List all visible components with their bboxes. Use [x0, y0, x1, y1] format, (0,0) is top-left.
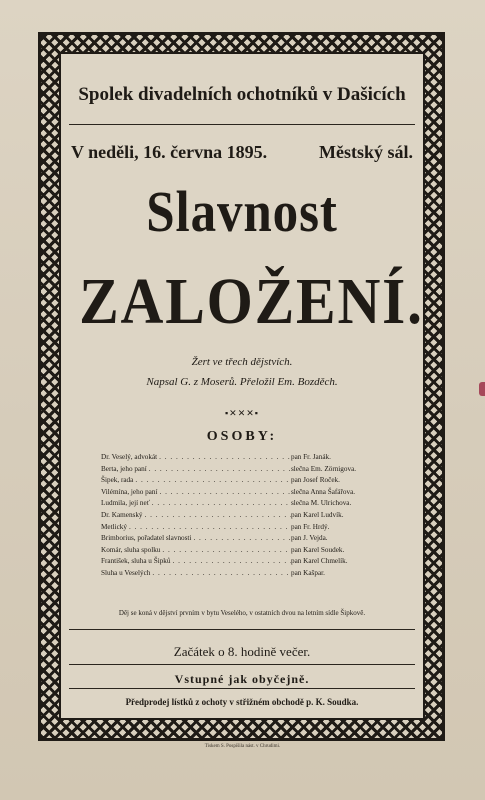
cast-row: [101, 464, 399, 476]
cast-actor: pan Karel Ludvík.: [291, 510, 344, 519]
leader-dots: [133, 475, 291, 487]
play-subtitle: Žert ve třech dějstvích.: [191, 356, 293, 368]
performance-date: V neděli, 16. června 1895.: [71, 142, 268, 162]
start-time: Začátek o 8. hodině večer.: [173, 644, 311, 659]
leader-dots: [170, 556, 291, 568]
leader-dots: [150, 568, 291, 580]
cast-actor: pan Karel Chmelík.: [291, 557, 348, 566]
divider: [69, 664, 415, 665]
cast-row: [101, 568, 399, 580]
cast-role: Metlický: [101, 522, 127, 531]
cast-actor: pan J. Vejda.: [291, 534, 328, 543]
cast-actor: pan Fr. Janák.: [291, 453, 331, 461]
leader-dots: [143, 510, 291, 522]
cast-actor: slečna M. Ulrichova.: [291, 499, 352, 508]
cast-actor: pan Josef Roček.: [291, 476, 340, 485]
leader-dots: [157, 487, 291, 499]
cast-role: Ludmila, její neť: [101, 499, 150, 508]
leader-dots: [157, 452, 291, 464]
poster-panel: [59, 52, 425, 720]
leader-dots: [147, 464, 291, 476]
divider: [69, 688, 415, 689]
cast-actor: pan Kašpar.: [291, 568, 325, 577]
play-title-line2: ZALOŽENÍ.: [79, 265, 424, 338]
cast-role: Komár, sluha spolku: [101, 545, 161, 554]
cast-row: [101, 522, 399, 534]
cast-row: [101, 545, 399, 557]
cast-actor: slečna Em. Zörnigova.: [291, 464, 357, 473]
cast-actor: pan Karel Soudek.: [291, 545, 345, 554]
cast-role: Berta, jeho paní: [101, 464, 147, 473]
setting-note: Děj se koná v dějství prvním v bytu Veselého, v ostatních dvou na letním sídle Šipkově.: [118, 609, 366, 617]
printer-imprint: Tiskem S. Pospíšila nást. v Chrudimi.: [204, 744, 281, 749]
play-title-line1: Slavnost: [146, 179, 338, 244]
leader-dots: [191, 533, 291, 545]
cast-row: [101, 498, 399, 510]
cast-heading: OSOBY:: [206, 429, 278, 444]
leader-dots: [150, 498, 291, 510]
cast-role: Vilémína, jeho paní: [101, 487, 158, 496]
cast-row: [101, 510, 399, 522]
divider: [69, 124, 415, 125]
cast-role: Brimborius, pořadatel slavnosti: [101, 534, 192, 543]
cast-actor: pan Fr. Hrdý.: [291, 522, 330, 531]
cast-actor: slečna Anna Šafářova.: [291, 487, 356, 496]
cast-role: Šipek, rada: [101, 476, 134, 485]
cast-row: [101, 487, 399, 499]
cast-role: František, sluha u Šipků: [101, 557, 171, 566]
presale-note: Předprodej lístků z ochoty v střižném obchodě p. K. Soudka.: [125, 697, 359, 707]
cast-list: [101, 452, 399, 580]
ornament-divider: ▪✕✕✕▪: [224, 408, 259, 418]
venue: Městský sál.: [319, 142, 413, 162]
cast-role: Dr. Kamenský: [101, 510, 143, 519]
paper-stain: [479, 382, 485, 396]
cast-row: [101, 475, 399, 487]
play-credits: Napsal G. z Moserů. Přeložil Em. Bozděch.: [146, 376, 338, 388]
divider: [69, 629, 415, 630]
cast-row: [101, 533, 399, 545]
leader-dots: [127, 522, 291, 534]
admission: Vstupné jak obyčejně.: [174, 672, 310, 686]
society-name: Spolek divadelních ochotníků v Dašicích: [78, 84, 406, 105]
cast-role: Sluha u Veselých: [101, 568, 151, 577]
cast-row: [101, 556, 399, 568]
cast-row: [101, 452, 399, 464]
cast-role: Dr. Veselý, advokát: [101, 453, 158, 461]
leader-dots: [160, 545, 291, 557]
